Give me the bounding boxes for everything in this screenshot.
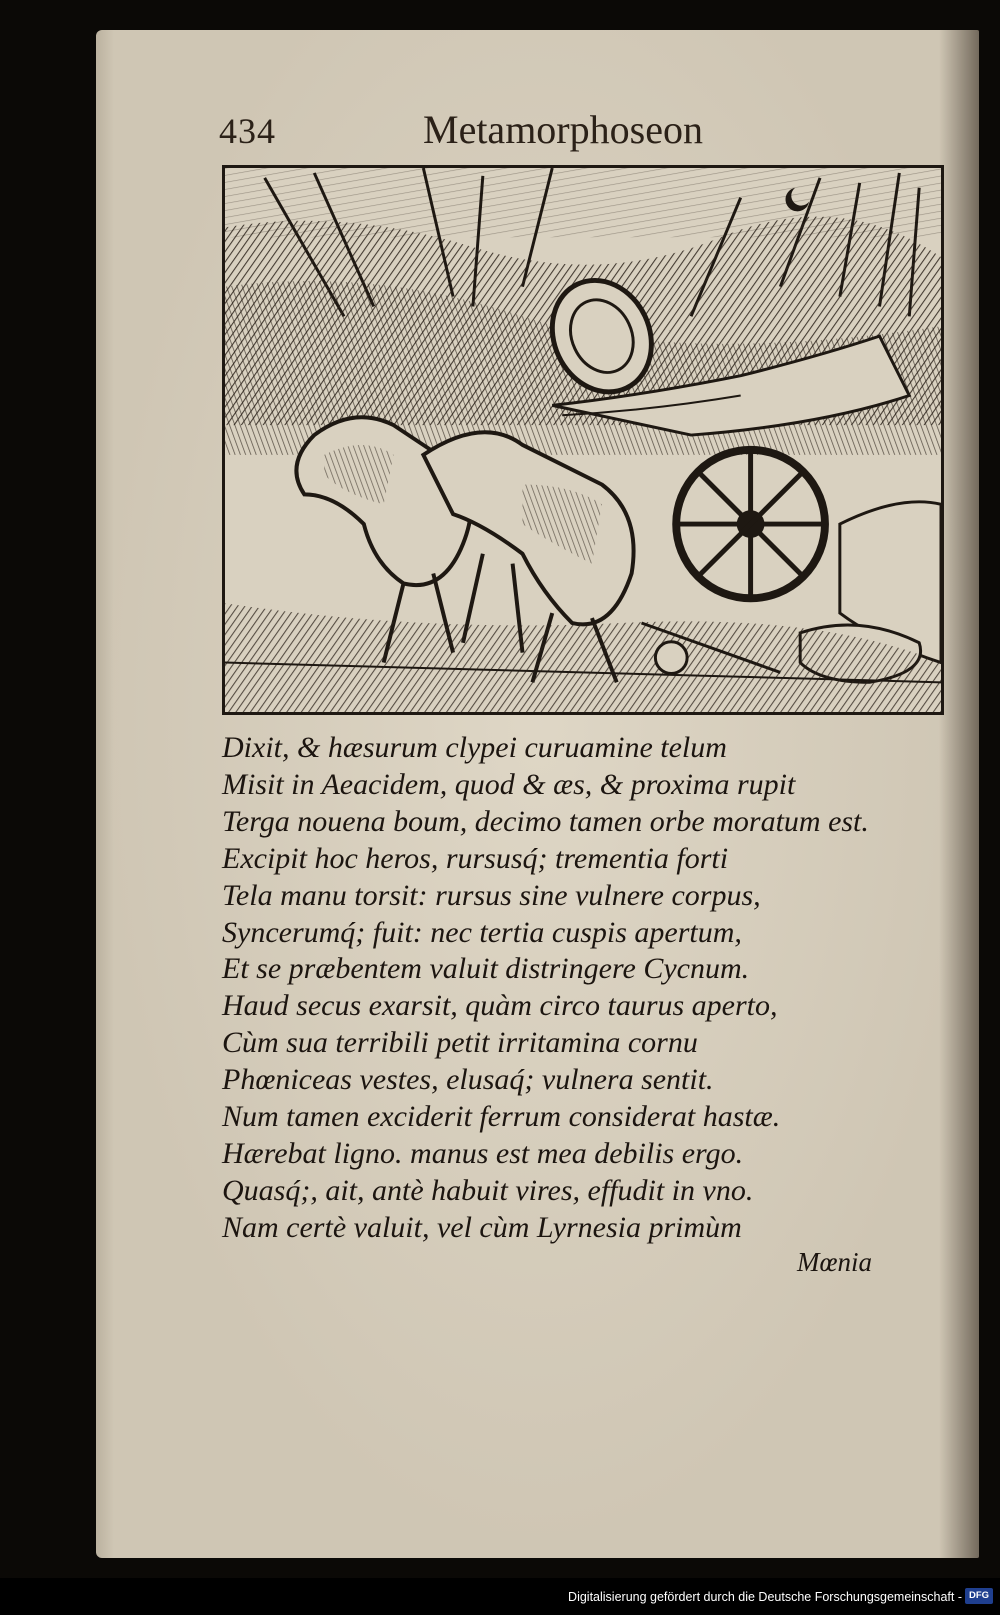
verse-line: Hærebat ligno. manus est mea debilis ergo. [222,1136,744,1170]
woodcut-illustration [222,165,944,715]
verse-line: Quasq́;, ait, antè habuit vires, effudit in vno. [222,1173,754,1207]
page-number: 434 [219,111,276,151]
woodcut-battle-chariot-icon [225,168,941,712]
verse-line: Dixit, & hæsurum clypei curuamine telum [222,731,727,764]
verse-line: Terga nouena boum, decimo tamen orbe moratum est. [222,804,869,838]
verse-line: Nam certè valuit, vel cùm Lyrnesia primùm [222,1210,742,1244]
spine-shadow [939,30,979,1558]
footer-credit: Digitalisierung gefördert durch die Deutsche Forschungsgemeinschaft - [568,1590,962,1604]
verse-line: Tela manu torsit: rursus sine vulnere corpus, [222,878,761,912]
verse-line: Syncerumq́; fuit: nec tertia cuspis apertum, [222,915,742,949]
catchword: Mœnia [797,1247,873,1277]
verse-line: Excipit hoc heros, rursusq́; trementia forti [222,841,729,875]
verse-line: Num tamen exciderit ferrum considerat hastæ. [222,1100,781,1134]
verse-line: Haud secus exarsit, quàm circo taurus aperto, [222,989,778,1023]
verse-block [222,730,922,1247]
verse-line: Phœniceas vestes, elusaq́; vulnera sentit. [222,1063,714,1097]
verse-line: Misit in Aeacidem, quod & æs, & proxima rupit [222,767,796,801]
verse-line: Cùm sua terribili petit irritamina cornu [222,1026,698,1060]
dfg-logo-icon: DFG [965,1588,993,1604]
running-head: Metamorphoseon [423,107,703,152]
verse-line: Et se præbentem valuit distringere Cycnum. [222,952,750,986]
